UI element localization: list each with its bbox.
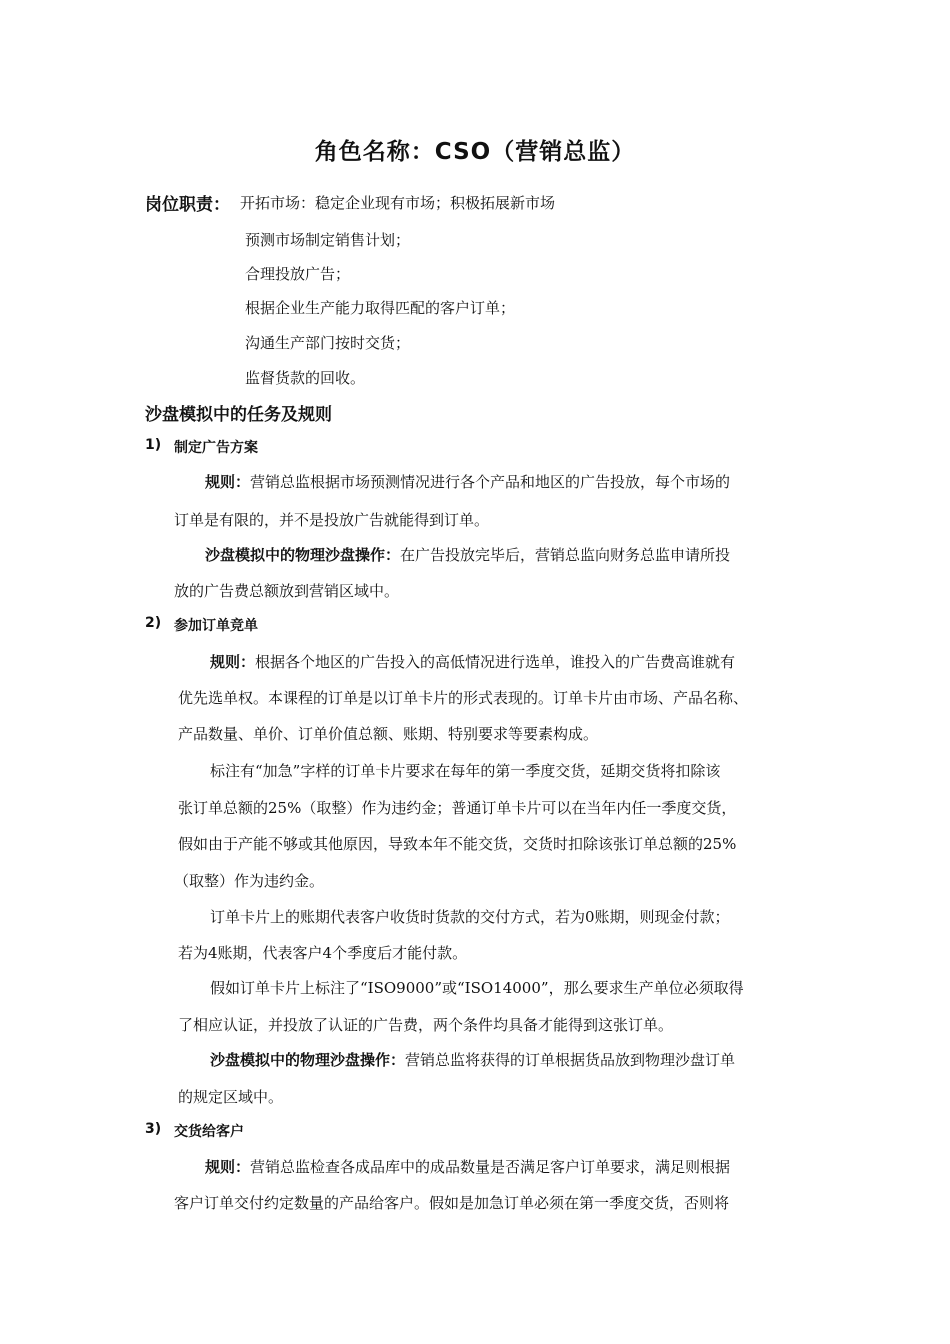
paragraph-line: 沙盘模拟中的物理沙盘操作：在广告投放完毕后，营销总监向财务总监申请所投: [205, 546, 731, 564]
paragraph-line: 订单卡片上的账期代表客户收货时货款的交付方式，若为0账期，则现金付款；: [210, 908, 730, 926]
paragraph-line: 的规定区域中。: [178, 1088, 284, 1106]
paragraph-line: 假如订单卡片上标注了“ISO9000”或“ISO14000”，那么要求生产单位必须取得: [210, 979, 744, 997]
paragraph-line: 优先选单权。本课程的订单是以订单卡片的形式表现的。订单卡片由市场、产品名称、: [178, 689, 749, 707]
paragraph-line: 张订单总额的25%（取整）作为违约金；普通订单卡片可以在当年内任一季度交货，: [178, 799, 737, 817]
duty-item: 监督货款的回收。: [245, 369, 366, 387]
task-title: 制定广告方案: [174, 440, 258, 456]
paragraph-line: 标注有“加急”字样的订单卡片要求在每年的第一季度交货，延期交货将扣除该: [210, 762, 721, 780]
operation-label: 沙盘模拟中的物理沙盘操作：: [205, 546, 401, 564]
paragraph-line: 沙盘模拟中的物理沙盘操作：营销总监将获得的订单根据货品放到物理沙盘订单: [210, 1051, 736, 1069]
operation-label: 沙盘模拟中的物理沙盘操作：: [210, 1051, 406, 1069]
paragraph-line: 假如由于产能不够或其他原因，导致本年不能交货，交货时扣除该张订单总额的25%: [178, 835, 737, 853]
page-title: 角色名称：CSO（营销总监）: [314, 139, 636, 165]
paragraph-line: 规则：营销总监根据市场预测情况进行各个产品和地区的广告投放，每个市场的: [205, 473, 731, 491]
task-title: 交货给客户: [174, 1124, 244, 1140]
rule-label: 规则：: [205, 1158, 251, 1176]
duty-item: 沟通生产部门按时交货；: [245, 334, 411, 352]
task-number: 2): [145, 615, 162, 631]
paragraph-line: 放的广告费总额放到营销区域中。: [174, 582, 400, 600]
task-number: 1): [145, 437, 162, 453]
duties-label: 岗位职责：: [145, 195, 230, 215]
paragraph-line: 产品数量、单价、订单价值总额、账期、特别要求等要素构成。: [178, 725, 599, 743]
task-number: 3): [145, 1121, 162, 1137]
duty-item: 预测市场制定销售计划；: [245, 231, 411, 249]
task-title: 参加订单竞单: [174, 618, 258, 634]
rule-label: 规则：: [205, 473, 251, 491]
rule-label: 规则：: [210, 653, 256, 671]
duty-item: 合理投放广告；: [245, 265, 351, 283]
duty-item: 根据企业生产能力取得匹配的客户订单；: [245, 299, 516, 317]
paragraph-line: 订单是有限的，并不是投放广告就能得到订单。: [174, 511, 490, 529]
paragraph-line: 了相应认证，并投放了认证的广告费，两个条件均具备才能得到这张订单。: [178, 1016, 674, 1034]
paragraph-line: 规则：根据各个地区的广告投入的高低情况进行选单，谁投入的广告费高谁就有: [210, 653, 736, 671]
duty-item: 开拓市场：稳定企业现有市场；积极拓展新市场: [240, 194, 556, 212]
section-title: 沙盘模拟中的任务及规则: [145, 405, 332, 425]
paragraph-line: 若为4账期，代表客户4个季度后才能付款。: [178, 944, 468, 962]
paragraph-line: 规则：营销总监检查各成品库中的成品数量是否满足客户订单要求，满足则根据: [205, 1158, 731, 1176]
paragraph-line: （取整）作为违约金。: [174, 872, 325, 890]
paragraph-line: 客户订单交付约定数量的产品给客户。假如是加急订单必须在第一季度交货，否则将: [174, 1194, 730, 1212]
